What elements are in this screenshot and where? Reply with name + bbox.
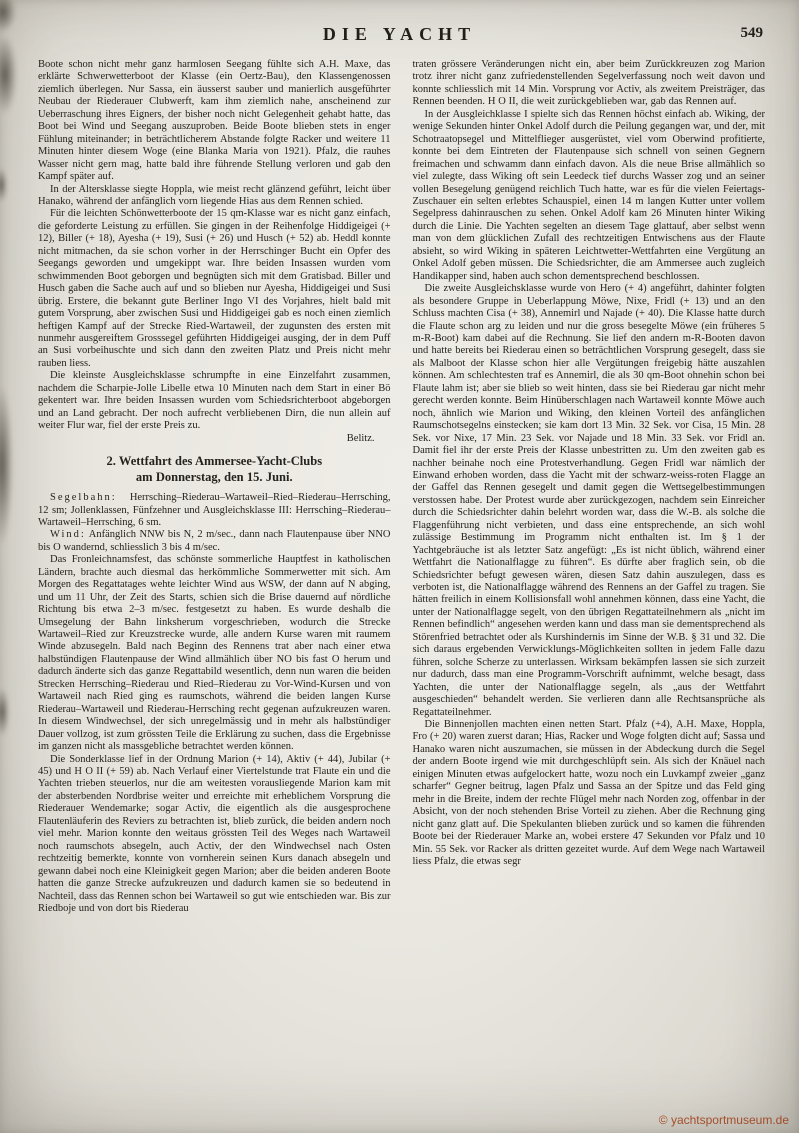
course-label: Segelbahn:	[50, 492, 117, 504]
article-heading	[38, 454, 391, 485]
paragraph: Die kleinste Ausgleichsklasse schrumpfte in eine Einzelfahrt zusammen, nachdem die Scharpie-Jolle Libelle etwa 10 Minuten nach dem Start in einer Bö gekentert war. Ihre beiden Insassen wurden vom Schiedsrichterboot abgeborgen und an Land gebracht. Der noch aufrecht verbliebenen Dirn, die nun allein auf weiter Flur war, fiel der erste Preis zu.	[38, 370, 391, 432]
paragraph-continuation: traten grössere Veränderungen nicht ein, aber beim Zurückkreuzen zog Marion trotz ihrer nicht ganz zufriedenstellenden Segelverfassung noch weit davon und konnte schliesslich mit 14 Min. Vorsprung vor Activ, als zweitem Preisträger, das Rennen beenden. H O II, die weit zurückgeblieben war, gab das Rennen auf.	[412, 59, 765, 108]
article-heading-line2: am Donnerstag, den 15. Juni.	[135, 469, 293, 484]
right-column	[413, 59, 766, 915]
paragraph: In der Ausgleichklasse I spielte sich das Rennen höchst einfach ab. Wiking, der wenige Sekunden hinter Onkel Adolf durch die Peilung gegangen war, und der, mit Schotraatopsegel und Mittelflieger ausgerüstet, viel vom Oberwind profitierte, konnte bei dem Eintreten der Flautenpause sich schnell von seinen Gegnern freimachen und schwamm dann einfach davon. Als die neue Brise allmählich so viel zulegte, dass Wiking oft sein Leedeck tief durchs Wasser zog und an seiner vollen Besegelung genügend reichlich Tuch hatte, war es für die vielen Feiertags-Zuschauer ein selten erlebtes Schauspiel, einen 14 m langen Kutter unter vollem Segelpress dahinrauschen zu sehen. Onkel Adolf kam 26 Minuten hinter Wiking durch die Linie. Die Yachten segelten an diesem Tage glattauf, aber selbst wenn man von dem glücklichen Zufall des rechtzeitigen Entwischens aus der Flaute absieht, so wird Wiking in späteren Leichtwetter-Wettfahrten eine Vergütung an Onkel Adolf geben müssen. Die Schiedsrichter, die am Ammersee auch zugleich Handikapper sind, haben auch schon dementsprechend beschlossen.	[412, 108, 765, 282]
course-text: Herrsching–Riederau–Wartaweil–Ried–Riederau–Herrsching, 12 sm; Jollenklassen, Fünfzehner und Ausgleichsklasse III: Herrsching–Riederau–Wartaweil–Herrsching, 6 sm.	[38, 492, 391, 528]
paragraph: Das Fronleichnamsfest, das schönste sommerliche Hauptfest in katholischen Ländern, brachte auch diesmal das herkömmliche Sommerwetter mit sich. Am Morgen des Regattatages wehte leichter Wind aus WSW, der dann auf N abging, und um 11 Uhr, der Zeit des Starts, schien sich die Brise dauernd auf nördliche Richtung bis etwa 2–3 m/sec. festgesetzt zu haben. Es wurde deshalb die Umsegelung der Bahn linksherum vorgeschrieben, wodurch die Strecke Wartaweil–Ried zur Kreuzstrecke wurde, alle andern Kurse waren mit raumem Winde abzusegeln. Bald nach Beginn des Rennens trat aber nach einer etwa halbstündigen Flautenpause der Wind allmählich über NO bis fast O herum und dadurch änderte sich das ganze Regattabild wesentlich, denn nun waren die beiden Strecken Herrsching–Riederau und Ried–Riederau zu Vor-Wind-Kursen und von Wartaweil nach Ried ging es raumschots, während die beiden langen Kurse Riederau–Wartaweil und Riederau-Herrsching recht gegenan aufzukreuzen waren. In diesem Windwechsel, der sich unregelmässig und in mehr als halbstündiger Dauer vollzog, ist zum grössten Teile die Erklärung zu suchen, dass die Ergebnisse im ganzen nicht als massgebliche betrachtet werden können.	[38, 554, 391, 753]
wind-text: Anfänglich NNW bis N, 2 m/sec., dann nach Flautenpause über NNO bis O wandernd, schliesslich 3 bis 4 m/sec.	[38, 529, 391, 553]
author-signature: Belitz.	[346, 432, 375, 444]
text-columns	[0, 45, 799, 955]
paragraph: Die Sonderklasse lief in der Ordnung Marion (+ 14), Aktiv (+ 44), Jubilar (+ 45) und H O II (+ 59) ab. Nach Verlauf einer Viertelstunde trat Flaute ein und die Yachten trieben steuerlos, nur die am weitesten vorausliegende Marion kam mit der absterbenden Nordbrise weiter und erreichte mit erheblichem Vorsprung die Riederauer Wendemarke; sogar Activ, die eigentlich als die ausgesprochene Flautenläuferin des Reviers zu betrachten ist, blieb zurück, die beiden andern noch viel mehr. Marion konnte den weitaus grössten Teil des Weges nach Wartaweil noch raumschots absegeln, auch Activ, der den Windwechsel nach Osten rechtzeitig bemerkte, konnte von vornherein seinen Kurs danach absegeln und gewann dabei noch eine Kleinigkeit gegen Marion; aber die beiden anderen Boote hatten die ganze Strecke aufzukreuzen und dadurch kamen sie so bedeutend in Nachteil, dass das Rennen schon bei Wartaweil so gut wie entschieden war. Bis zur Riedboje und von dort bis Riederau	[38, 753, 391, 914]
wind-info	[38, 529, 391, 554]
paragraph: In der Altersklasse siegte Hoppla, wie meist recht glänzend geführt, leicht über Hanako, während der anfänglich vorn liegende Hias aus dem Rennen schied.	[38, 183, 391, 207]
article-heading-line1: 2. Wettfahrt des Ammersee-Yacht-Clubs	[106, 454, 323, 469]
paragraph: Für die leichten Schönwetterboote der 15 qm-Klasse war es nicht ganz einfach, die geforderte Leistung zu erfüllen. Sie gingen in der Reihenfolge Hiddigeigei (+ 12), Biller (+ 18), Ayesha (+ 19), Susi (+ 26) und Husch (+ 52) ab. Heddl konnte nicht mitmachen, da sie schon vorher in der Herrschinger Bucht ein Opfer des Seegangs geworden und umgekippt war. Ihre beiden Insassen wurden vom schwimmenden Boot geborgen und begnügten sich mit dem Gratisbad. Biller und Husch gaben die Sache auch auf und so blieben nur Ayesha, Hiddigeigei und Susi übrig. Erstere, die bekannt gute Berliner Ingo VI des Vorjahres, hielt bald mit gutem Vorsprung, aber zwischen Susi und Hiddigeigei gab es noch einen ziemlich heftigen Kampf auf der Strecke Ried-Wartaweil, der zugunsten des ersten mit nunmehr ausgereiftem Grosssegel geführten Hiddigeigei ausging, der in dem Puff an Susi vorbeihuschte und sich dann den zweiten Platz und Preis nicht mehr rauben liess.	[38, 208, 391, 369]
page-number: 549	[740, 25, 763, 41]
journal-title: DIE YACHT	[322, 24, 477, 44]
paragraph: Die zweite Ausgleichsklasse wurde von Hero (+ 4) angeführt, dahinter folgten als besondere Gruppe in Ueberlappung Möwe, Nixe, Fridl (+ 13) und an den Schluss machten Cisa (+ 38), Annemirl und Najade (+ 40). Die Klasse hatte durch die Flaute schon arg zu leiden und nur die gross besegelte Möwe (ein früheres 5 m-R-Boot) kam dabei auf die Rechnung. Sie lief den andern m-R-Booten davon und hatte bereits bei Riederau einen so beträchtlichen Vorsprung gesegelt, dass sie als Malboot der Klasse schon hier alle Vergütungen freigebig hätte auszahlen können. Am schlechtesten traf es Annemirl, die als 30 qm-Boot ohnehin schon bei Flaute lahm ist; aber sie blieb so weit hinten, dass sie bei Riederau gar nicht mehr gerecht werden konnte. Beim Hinüberschlagen nach Wartaweil konnte Möwe auch noch, ähnlich wie Marion und Wiking, den kleinen Vorteil des anfänglichen Raumschotsegelns einstecken; sie kam dort 13 Min. 32 Sek. vor Cisa, 15 Min. 28 Sek. vor Nixe, 17 Min. 23 Sek. vor Najade und 18 Min. 33 Sek. vor Fridl an. Damit fiel ihr der erste Preis der Klasse unbestritten zu. Um den zweiten gab es nachher beinahe noch eine Protestverhandlung. Gegen Fridl war nämlich der Einwand erhoben worden, dass die Yacht mit der schwarz-weiss-roten Flagge an der Gaffel das Rennen gesegelt und damit gegen die Wettsegelbestimmungen verstossen habe. Der Protest wurde aber zurückgezogen, nachdem sein Einreicher durch die Schiedsrichter dahin belehrt worden war, dass die W.-B. als solche die Flaggenführung nicht verbieten, und dass eine entsprechende, an sich wohl zulässige Bestimmung im Programm nicht enthalten ist. Im § 1 der Yachtgebräuche ist als letzter Satz angefügt: „Es ist nicht üblich, während einer Wettfahrt die Nationalflagge zu führen“. Es dürfte aber fraglich sein, ob die Schiedsrichter befugt gewesen wären, diesen Satz dahin auszulegen, dass es verboten ist, die Nationalflagge während des Rennens an der Gaffel zu tragen. Sie hätten freilich in einem Kollisionsfall wohl annehmen können, dass eine Yacht, die unter der Nationalflagge segelt, von den übrigen Regattateilnehmern als „nicht im Rennen befindlich“ angesehen werden kann und dass man sie dementsprechend als Störenfried betrachtet oder als Kurshindernis im Sinne der W.B. § 31 und 32. Die sich daraus ergebenden Verwicklungs-Möglichkeiten sollten in jedem Falle dazu führen, solche Scherze zu unterlassen. Wirksam bekämpfen lassen sie sich zurzeit nur dadurch, dass man eine Programm-Vorschrift aufnimmt, welche besagt, dass Yachten, die unter der Nationalflagge segeln, als „aus der Wettfahrt ausgeschieden“ behandelt werden. Sie verlieren dann alle Rechtsansprüche als Regattateilnehmer.	[412, 283, 765, 718]
left-column	[38, 59, 391, 915]
course-info	[38, 492, 391, 529]
paragraph: Die Binnenjollen machten einen netten Start. Pfalz (+4), A.H. Maxe, Hoppla, Fro (+ 20) waren zuerst daran; Hias, Racker und Woge folgten dicht auf; Sassa und Hanako waren nicht auszumachen, sie müssen in der Abdeckung durch die Segel der andern Boote irgend wie mit durchgeschlüpft sein. Als sich der Knäuel nach einigen Minuten etwas aufgelockert hatte, wozu noch ein Luvkampf zweier „ganz scharfer“ Gegner beitrug, lagen Pfalz und Sassa an der Spitze und das Feld ging mehr in die Breite, indem der rechte Flügel mehr nach Norden zog, offenbar in der Absicht, von der noch stehenden Brise Vorteil zu ziehen. Aber die Rechnung ging nicht ganz glatt auf. Die Spekulanten blieben zurück und so kamen die führenden Boote bei der Riederauer Marke an, wobei erstere 47 Sekunden vor Pfalz und 10 Min. 55 Sek. vor Racker als dritten gezeitet wurde. Auf dem Wege nach Wartaweil liess Pfalz, die etwas segr	[412, 719, 765, 867]
wind-label: Wind:	[50, 529, 86, 541]
paragraph-continuation: Boote schon nicht mehr ganz harmlosen Seegang fühlte sich A.H. Maxe, das erklärte Schwerwetterboot der Klasse (ein Oertz-Bau), den Klassengenossen ziemlich überlegen. Nur Sassa, ein äusserst sauber und manierlich ausgeführter Neubau der Riederauer Clubwerft, kam ihm ziemlich nahe, anscheinend zur Ueberraschung ihres Eigners, der bisher noch nicht Gelegenheit gehabt hatte, das Boot bei Wind und Seegang auszuproben. Beide Boote blieben stets in enger Fühlung miteinander; in beträchtlicherem Abstande folgte Racker und weitere 11 Minuten hinter diesem Woge (eine Blanka Maria von 1921). Pfalz, die rauhes Wasser nicht gern mag, hatte bald ihre führende Stellung verloren und gab den Kampf später auf.	[38, 59, 391, 183]
masthead	[0, 0, 799, 45]
watermark: © yachtsportmuseum.de	[658, 1113, 789, 1127]
